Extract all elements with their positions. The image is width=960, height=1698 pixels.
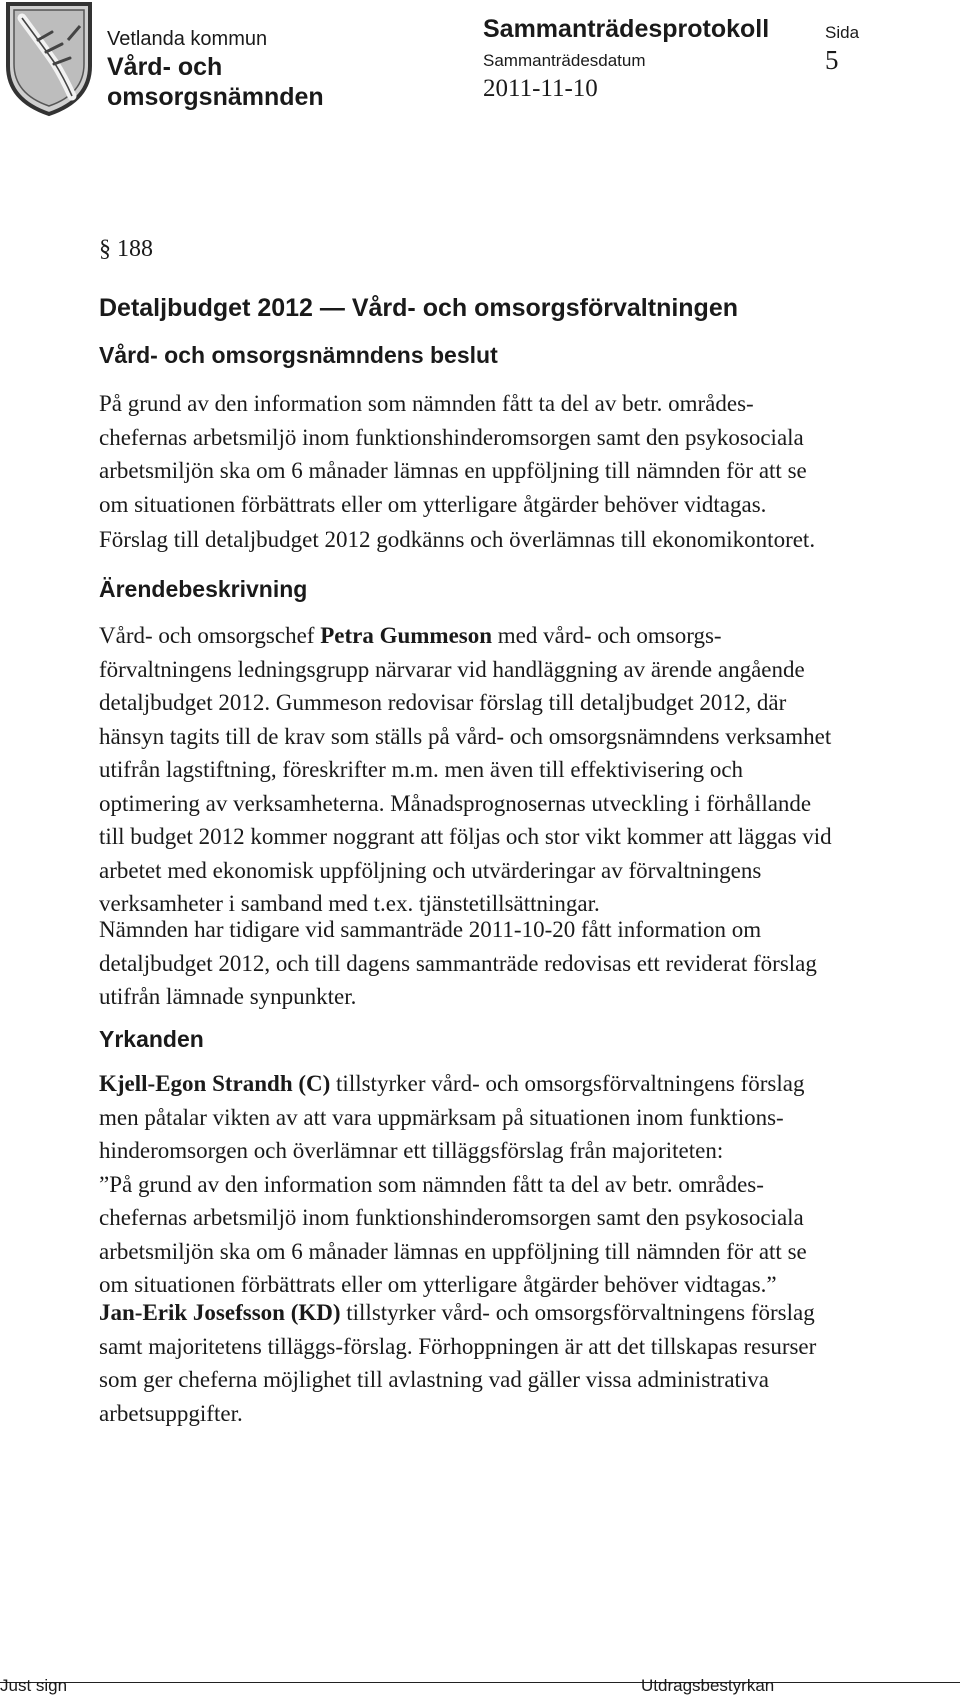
section-paragraph-number: [99, 236, 153, 263]
decision-heading: Vård- och omsorgsnämndens beslut: [99, 342, 498, 368]
motion-1-paragraph: [99, 1067, 807, 1302]
text-line: men påtalar vikten av att vara uppmärksam på situationen inom funktions-: [99, 1104, 784, 1130]
section-number: 188: [117, 236, 153, 262]
meeting-date: 2011-11-10: [483, 75, 598, 102]
text-line: detaljbudget 2012. Gummeson redovisar förslag till detaljbudget 2012, där: [99, 690, 787, 715]
text-line: detaljbudget 2012, och till dagens sammanträde redovisas ett reviderat förslag: [99, 950, 817, 976]
page-label: Sida: [825, 23, 860, 42]
text-line: utifrån lagstiftning, föreskrifter m.m. men även till effektivisering och: [99, 757, 744, 782]
text-line: om situationen förbättrats eller om ytterligare åtgärder behöver vidtagas.”: [99, 1272, 777, 1297]
department-name-line1: Vård- och: [107, 53, 223, 81]
text-span: med vård- och omsorgs-: [492, 623, 722, 648]
text-line: verksamheter i samband med t.ex. tjänstetillsättningar.: [99, 891, 600, 916]
person-name: Petra Gummeson: [320, 623, 493, 648]
text-line: samt majoritetens tilläggs-förslag. Förhoppningen är att det tillskapas resurser: [99, 1333, 817, 1359]
text-line: hänsyn tagits till de krav som ställs på vård- och omsorgsnämndens verksamhet: [99, 723, 832, 749]
page-number: 5: [825, 45, 839, 75]
footer-divider: [0, 1682, 960, 1683]
motion-2-paragraph: [99, 1296, 816, 1430]
text-line: [99, 1296, 816, 1330]
municipal-coat-of-arms-icon: [2, 0, 96, 118]
footer-attestation-label: Utdragsbestyrkan: [641, 1676, 775, 1695]
text-line: om situationen förbättrats eller om ytterligare åtgärder behöver vidtagas.: [99, 491, 767, 517]
text-line: arbetet med ekonomisk uppföljning och utvärderingar av förvaltningens: [99, 857, 762, 883]
department-name-line2: omsorgsnämnden: [107, 83, 324, 111]
text-line: chefernas arbetsmiljö inom funktionshinderomsorgen samt den psykosociala: [99, 424, 804, 450]
text-line: På grund av den information som nämnden fått ta del av betr. områdes-: [99, 391, 754, 416]
section-title: Detaljbudget 2012 — Vård- och omsorgsförvaltningen: [99, 294, 739, 322]
motions-heading: Yrkanden: [99, 1026, 204, 1052]
text-line: arbetsmiljön ska om 6 månader lämnas en uppföljning till nämnden för att se: [99, 1238, 807, 1264]
decision-proposal: Förslag till detaljbudget 2012 godkänns och överlämnas till ekonomikontoret.: [99, 527, 816, 552]
description-paragraph-2: [99, 913, 817, 1014]
text-line: chefernas arbetsmiljö inom funktionshinderomsorgen samt den psykosociala: [99, 1205, 804, 1230]
text-line: utifrån lämnade synpunkter.: [99, 984, 357, 1009]
text-line: Nämnden har tidigare vid sammanträde 2011-10-20 fått information om: [99, 917, 762, 942]
text-line: optimering av verksamheterna. Månadsprognosernas utveckling i förhållande: [99, 790, 812, 816]
text-span: tillstyrker vård- och omsorgsförvaltningens förslag: [340, 1300, 815, 1325]
text-span: Vård- och omsorgschef: [99, 623, 321, 648]
organization-name: Vetlanda kommun: [107, 28, 268, 50]
text-line: [99, 619, 832, 653]
text-line: ”På grund av den information som nämnden fått ta del av betr. områdes-: [99, 1171, 764, 1197]
text-line: förvaltningens ledningsgrupp närvarar vid handläggning av ärende angående: [99, 656, 805, 682]
text-span: tillstyrker vård- och omsorgsförvaltningens förslag: [330, 1071, 805, 1096]
person-name: Jan-Erik Josefsson (KD): [99, 1300, 341, 1325]
text-line: arbetsmiljön ska om 6 månader lämnas en uppföljning till nämnden för att se: [99, 458, 807, 483]
text-line: arbetsuppgifter.: [99, 1400, 243, 1426]
footer-initials-label: Just sign: [0, 1676, 68, 1695]
text-line: hinderomsorgen och överlämnar ett tilläggsförslag från majoriteten:: [99, 1138, 724, 1163]
document-title: Sammanträdesprotokoll: [483, 15, 770, 43]
decision-paragraph: [99, 387, 807, 521]
date-label: Sammanträdesdatum: [483, 51, 646, 70]
text-line: som ger cheferna möjlighet till avlastning vad gäller vissa administrativa: [99, 1367, 770, 1392]
text-line: [99, 1067, 807, 1101]
person-name: Kjell-Egon Strandh (C): [99, 1071, 331, 1096]
description-heading: Ärendebeskrivning: [99, 576, 308, 602]
text-line: till budget 2012 kommer noggrant att följas och stor vikt kommer att läggas vid: [99, 824, 832, 849]
description-paragraph-1: [99, 619, 832, 921]
section-symbol: §: [99, 236, 111, 262]
